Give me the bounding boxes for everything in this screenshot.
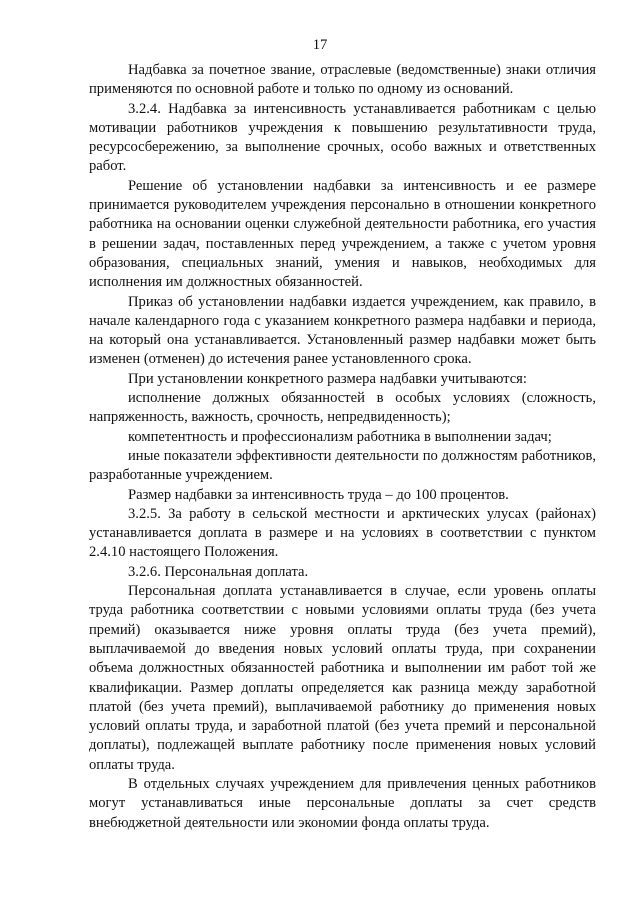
paragraph-3-2-5: 3.2.5. За работу в сельской местности и арктических улусах (районах) устанавливается доплата в размере и на условиях в соответствии с пунктом 2.4.10 настоящего Положения. [89, 505, 596, 561]
page-number: 17 [312, 37, 328, 53]
criteria-item: иные показатели эффективности деятельности по должностям работников, разработанные учреждением. [89, 447, 596, 484]
criteria-item: исполнение должных обязанностей в особых условиях (сложность, напряженность, важность, срочность, непредвиденность); [89, 390, 596, 426]
paragraph-criteria-intro: При установлении конкретного размера надбавки учитываются: [128, 370, 527, 387]
document-body [89, 61, 596, 833]
paragraph-3-2-4: 3.2.4. Надбавка за интенсивность устанавливается работникам с целью мотивации работников учреждения к повышению результативности труда, ресурсосбережению, за выполнение срочных, особо важных и ответственных работ. [89, 100, 596, 175]
section-heading-3-2-6: 3.2.6. Персональная доплата. [128, 563, 309, 580]
criteria-item: компетентность и профессионализм работника в выполнении задач; [128, 428, 552, 445]
paragraph-decision: Решение об установлении надбавки за интенсивность и ее размере принимается руководителем учреждения персонально в отношении конкретного работника на основании оценки служебной деятельности работника, его участия в решении задач, поставленных перед учреждением, а также с учетом уровня образования, специальных знаний, умения и навыков, необходимых для исполнения им должностных обязанностей. [89, 177, 596, 291]
paragraph-order: Приказ об установлении надбавки издается учреждением, как правило, в начале календарного года с указанием конкретного размера надбавки и периода, на который она устанавливается. Установленный размер надбавки может быть изменен (отменен) до истечения ранее установленного срока. [89, 293, 596, 368]
paragraph-other-allowances: В отдельных случаях учреждением для привлечения ценных работников могут устанавливаться иные персональные доплаты за счет средств внебюджетной деятельности или экономии фонда оплаты труда. [89, 775, 596, 831]
paragraph-personal-allowance: Персональная доплата устанавливается в случае, если уровень оплаты труда работника соответствии с новыми условиями оплаты труда (без учета премий) оказывается ниже уровня оплаты труда (без учета премий), выплачиваемой до введения новых условий оплаты труда, при сохранении объема должностных обязанностей работника и выполнении им работ той же квалификации. Размер доплаты определяется как разница между заработной платой (без учета премий), выплачиваемой работнику до применения новых условий оплаты труда, и заработной платой (без учета премий и персональной доплаты), подлежащей выплате работнику после применения новых условий оплаты труда. [89, 583, 596, 773]
paragraph-honorary-title: Надбавка за почетное звание, отраслевые (ведомственные) знаки отличия применяются по основной работе и только по одному из оснований. [89, 62, 596, 98]
paragraph-bonus-size: Размер надбавки за интенсивность труда – до 100 процентов. [128, 486, 509, 503]
